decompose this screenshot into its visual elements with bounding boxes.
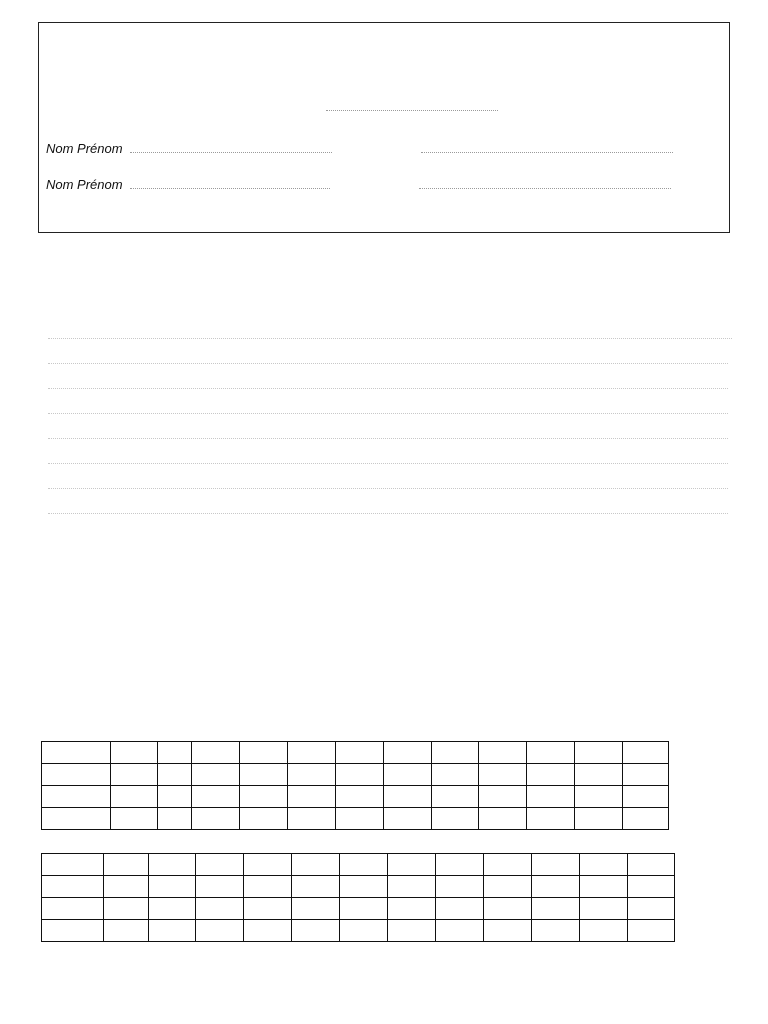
grid-cell[interactable] [532,854,580,876]
grid-cell[interactable] [436,898,484,920]
grid-row [42,876,675,898]
grid-cell[interactable] [575,786,623,808]
grid-cell[interactable] [158,742,192,764]
grid-cell[interactable] [575,764,623,786]
writing-line[interactable] [48,513,728,514]
grid-row [42,742,669,764]
writing-line[interactable] [48,363,728,364]
grid-cell[interactable] [42,786,111,808]
grid-cell[interactable] [384,808,432,830]
grid-cell[interactable] [340,920,388,942]
grid-cell[interactable] [484,876,532,898]
grid-cell[interactable] [196,854,244,876]
grid-cell[interactable] [244,898,292,920]
grid-cell[interactable] [240,764,288,786]
grid-cell[interactable] [149,898,196,920]
grid-cell[interactable] [527,786,575,808]
grid-cell[interactable] [158,786,192,808]
grid-cell[interactable] [384,742,432,764]
grid-cell[interactable] [244,876,292,898]
grid-cell[interactable] [104,854,149,876]
writing-line[interactable] [48,463,728,464]
grid-cell[interactable] [196,898,244,920]
grid-cell[interactable] [628,898,675,920]
grid-cell[interactable] [336,808,384,830]
grid-cell[interactable] [42,876,104,898]
grid-cell[interactable] [580,920,628,942]
grid-cell[interactable] [384,764,432,786]
grid-cell[interactable] [104,876,149,898]
grid-cell[interactable] [149,876,196,898]
name-blank-line-1[interactable] [130,152,332,153]
grid-cell[interactable] [292,898,340,920]
grid-cell[interactable] [628,854,675,876]
grid-cell[interactable] [42,898,104,920]
grid-cell[interactable] [104,920,149,942]
grid-cell[interactable] [580,876,628,898]
writing-line[interactable] [48,488,728,489]
grid-cell[interactable] [288,786,336,808]
grid-cell[interactable] [532,920,580,942]
grid-row [42,920,675,942]
grid-row [42,808,669,830]
grid-cell[interactable] [432,764,479,786]
grid-cell[interactable] [192,786,240,808]
grid-cell[interactable] [192,742,240,764]
grid-cell[interactable] [575,742,623,764]
grid-cell[interactable] [340,854,388,876]
grid-cell[interactable] [240,808,288,830]
name-blank-line-2[interactable] [130,188,330,189]
grid-cell[interactable] [484,920,532,942]
grid-cell[interactable] [288,808,336,830]
grid-cell[interactable] [288,764,336,786]
grid-cell[interactable] [436,854,484,876]
grid-cell[interactable] [158,808,192,830]
grid-cell[interactable] [42,920,104,942]
grid-cell[interactable] [292,876,340,898]
grid-cell[interactable] [104,898,149,920]
name-label-1: Nom Prénom [46,141,123,156]
grid-cell[interactable] [484,854,532,876]
grid-cell[interactable] [580,898,628,920]
grid-cell[interactable] [628,876,675,898]
grid-cell[interactable] [111,764,158,786]
grid-cell[interactable] [623,764,669,786]
grid-cell[interactable] [479,764,527,786]
grid-cell[interactable] [292,920,340,942]
grid-cell[interactable] [388,920,436,942]
grid-cell[interactable] [623,742,669,764]
writing-line[interactable] [48,388,728,389]
grid-row [42,786,669,808]
writing-line[interactable] [48,413,728,414]
grid-cell[interactable] [432,742,479,764]
grid-cell[interactable] [484,898,532,920]
grid-cell[interactable] [527,742,575,764]
grid-cell[interactable] [388,854,436,876]
grid-cell[interactable] [479,786,527,808]
grid-cell[interactable] [244,920,292,942]
grid-cell[interactable] [532,876,580,898]
grid-cell[interactable] [479,808,527,830]
grid-cell[interactable] [288,742,336,764]
grid-cell[interactable] [42,808,111,830]
grid-cell[interactable] [244,854,292,876]
grid-cell[interactable] [479,742,527,764]
grid-row [42,854,675,876]
grid-cell[interactable] [340,898,388,920]
grid-cell[interactable] [432,808,479,830]
grid-cell[interactable] [158,764,192,786]
grid-cell[interactable] [384,786,432,808]
grid-cell[interactable] [42,854,104,876]
grid-cell[interactable] [623,808,669,830]
grid-table-1 [41,741,669,830]
grid-cell[interactable] [196,920,244,942]
grid-cell[interactable] [292,854,340,876]
grid-cell[interactable] [149,920,196,942]
grid-cell[interactable] [192,764,240,786]
grid-cell[interactable] [575,808,623,830]
grid-cell[interactable] [240,786,288,808]
grid-cell[interactable] [42,764,111,786]
writing-line[interactable] [48,438,728,439]
grid-cell[interactable] [628,920,675,942]
grid-cell[interactable] [436,920,484,942]
grid-cell[interactable] [532,898,580,920]
grid-row [42,898,675,920]
grid-cell[interactable] [240,742,288,764]
grid-table-2 [41,853,675,942]
grid-cell[interactable] [388,898,436,920]
grid-cell[interactable] [336,764,384,786]
grid-cell[interactable] [527,764,575,786]
grid-cell[interactable] [111,808,158,830]
header-box [38,22,730,233]
grid-cell[interactable] [111,742,158,764]
grid-cell[interactable] [196,876,244,898]
grid-cell[interactable] [527,808,575,830]
name-label-2: Nom Prénom [46,177,123,192]
grid-cell[interactable] [336,786,384,808]
grid-cell[interactable] [580,854,628,876]
grid-cell[interactable] [149,854,196,876]
grid-cell[interactable] [336,742,384,764]
second-blank-line-2[interactable] [419,188,671,189]
writing-line[interactable] [48,338,732,339]
grid-cell[interactable] [623,786,669,808]
grid-cell[interactable] [192,808,240,830]
grid-cell[interactable] [42,742,111,764]
grid-cell[interactable] [340,876,388,898]
grid-cell[interactable] [436,876,484,898]
grid-cell[interactable] [432,786,479,808]
grid-cell[interactable] [111,786,158,808]
title-blank-line [326,110,498,111]
grid-cell[interactable] [388,876,436,898]
second-blank-line-1[interactable] [421,152,673,153]
grid-row [42,764,669,786]
